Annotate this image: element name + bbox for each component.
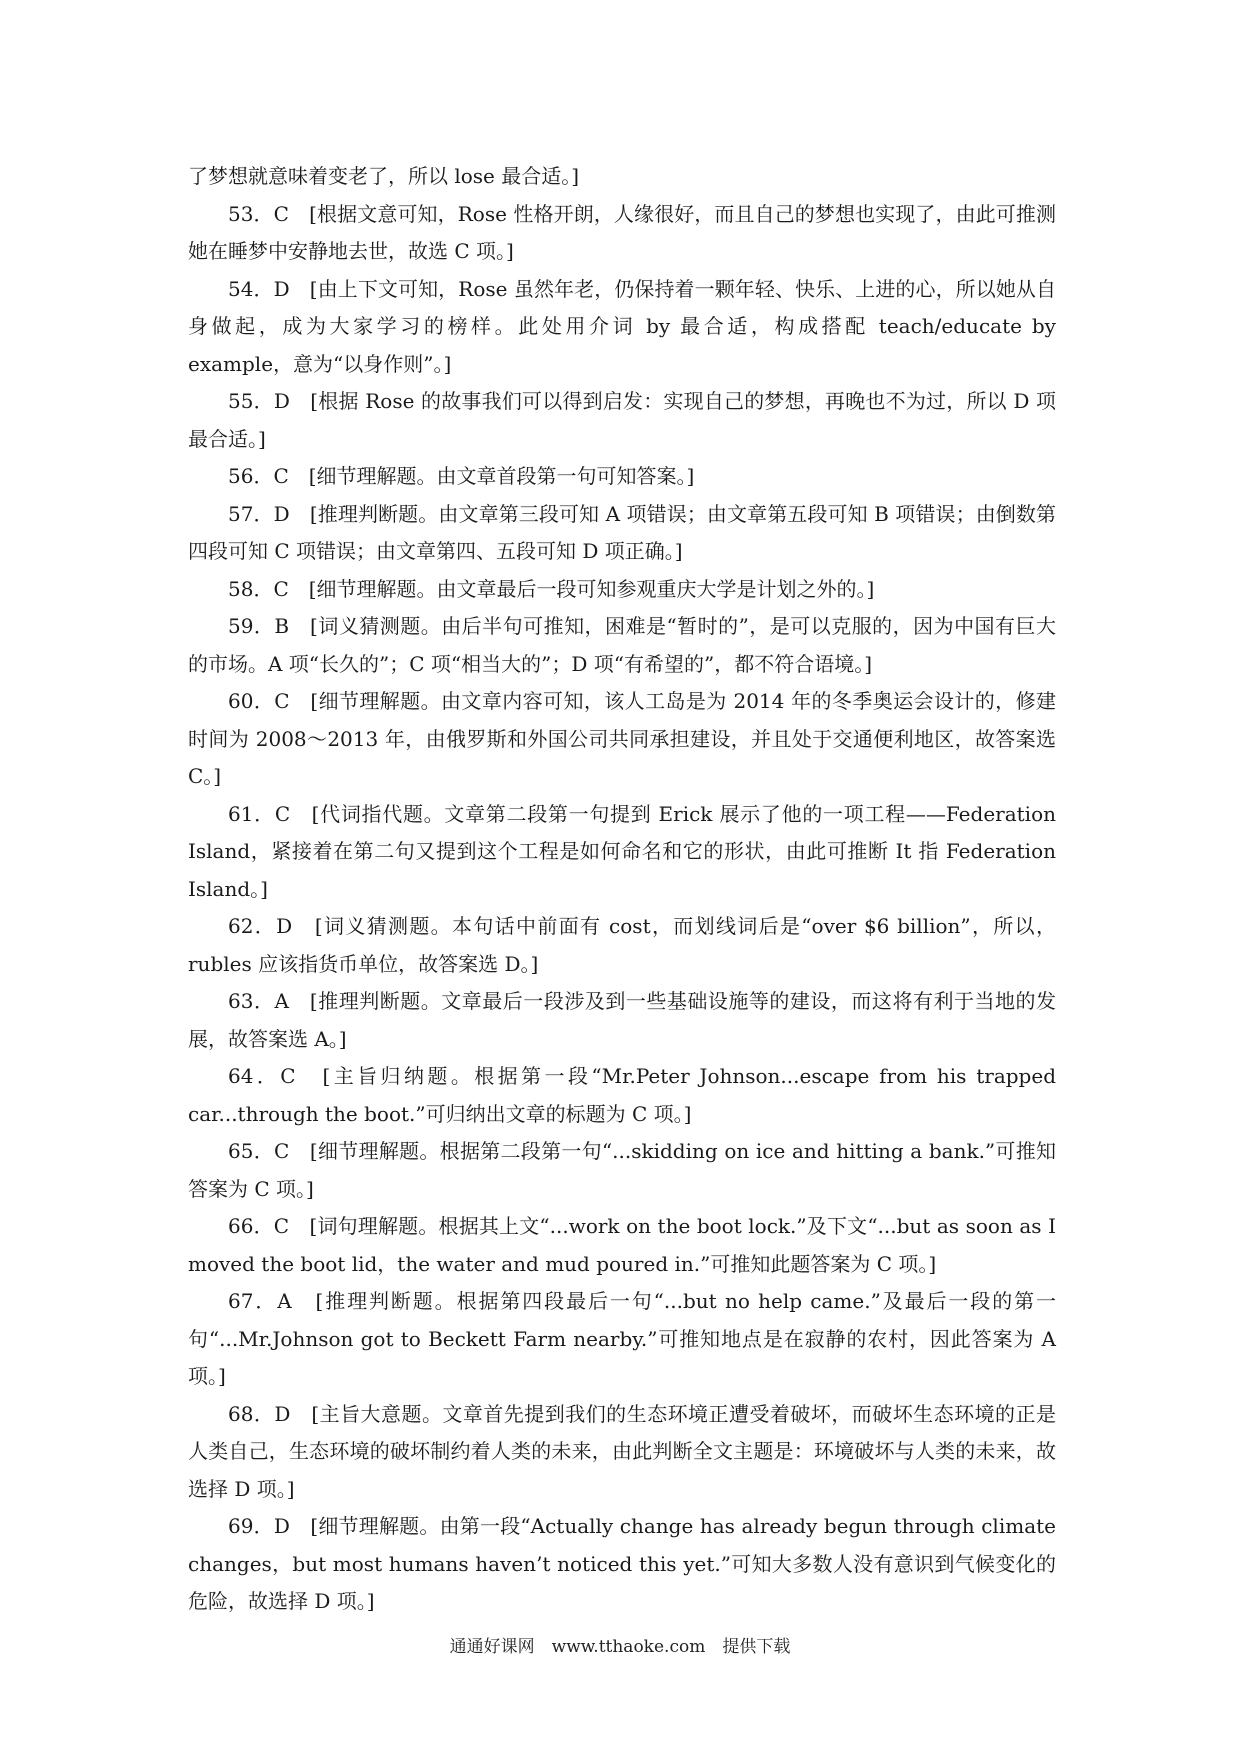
- page-footer: 通通好课网 www.tthaoke.com 提供下载: [449, 1637, 791, 1657]
- answer-55: 55．D [根据 Rose 的故事我们可以得到启发：实现自己的梦想，再晚也不为过，所以 D 项最合适。]: [188, 389, 1056, 451]
- answer-explanations: [188, 158, 1056, 1621]
- answer-60: 60．C [细节理解题。由文章内容可知，该人工岛是为 2014 年的冬季奥运会设计的，修建时间为 2008～2013 年，由俄罗斯和外国公司共同承担建设，并且处于交通便利地区，故答案选 C。]: [188, 689, 1056, 788]
- answer-58: 58．C [细节理解题。由文章最后一段可知参观重庆大学是计划之外的。]: [228, 576, 875, 601]
- answer-63: 63．A [推理判断题。文章最后一段涉及到一些基础设施等的建设，而这将有利于当地的发展，故答案选 A。]: [188, 989, 1056, 1051]
- answer-57: 57．D [推理判断题。由文章第三段可知 A 项错误；由文章第五段可知 B 项错误；由倒数第四段可知 C 项错误；由文章第四、五段可知 D 项正确。]: [188, 501, 1056, 563]
- answer-59: 59．B [词义猜测题。由后半句可推知，困难是“暂时的”，是可以克服的，因为中国有巨大的市场。A 项“长久的”；C 项“相当大的”；D 项“有希望的”，都不符合语境。]: [188, 614, 1056, 676]
- answer-68: 68．D [主旨大意题。文章首先提到我们的生态环境正遭受着破坏，而破坏生态环境的正是人类自己，生态环境的破坏制约着人类的未来，由此判断全文主题是：环境破坏与人类的未来，故选择 D 项。]: [188, 1401, 1056, 1501]
- answer-56: 56．C [细节理解题。由文章首段第一句可知答案。]: [228, 464, 695, 488]
- answer-61: 61．C [代词指代题。文章第二段第一句提到 Erick 展示了他的一项工程——Federation Island，紧接着在第二句又提到这个工程是如何命名和它的形状，由此可推断 It 指 Federation Island。]: [188, 801, 1056, 901]
- answer-69: 69．D [细节理解题。由第一段“Actually change has already begun through climate changes，but most humans haven’t noticed this yet.”可知大多数人没有意识到气候变化的危险，故选择 D 项。]: [188, 1514, 1056, 1613]
- answer-65: 65．C [细节理解题。根据第二段第一句“...skidding on ice and hitting a bank.”可推知答案为 C 项。]: [188, 1139, 1056, 1201]
- answer-54: 54．D [由上下文可知，Rose 虽然年老，仍保持着一颗年轻、快乐、上进的心，所以她从自身做起，成为大家学习的榜样。此处用介词 by 最合适，构成搭配 teach/educate by example，意为“以身作则”。]: [188, 276, 1056, 376]
- paragraph-52-continued: 了梦想就意味着变老了，所以 lose 最合适。]: [188, 164, 580, 188]
- answer-67: 67．A [推理判断题。根据第四段最后一句“...but no help came.”及最后一段的第一句“...Mr.Johnson got to Beckett Farm nearby.”可推知地点是在寂静的农村，因此答案为 A 项。]: [188, 1289, 1056, 1388]
- answer-53: 53．C [根据文意可知，Rose 性格开朗，人缘很好，而且自己的梦想也实现了，由此可推测她在睡梦中安静地去世，故选 C 项。]: [188, 201, 1056, 263]
- answer-66: 66．C [词句理解题。根据其上文“...work on the boot lock.”及下文“...but as soon as I moved the boot lid，the water and mud poured in.”可推知此题答案为 C 项。]: [188, 1214, 1056, 1276]
- answer-64: 64．C [主旨归纳题。根据第一段“Mr.Peter Johnson...escape from his trapped car...through the boot.”可归纳出文章的标题为 C 项。]: [188, 1064, 1056, 1126]
- answer-62: 62．D [词义猜测题。本句话中前面有 cost，而划线词后是“over $6 billion”，所以，rubles 应该指货币单位，故答案选 D。]: [188, 914, 1056, 976]
